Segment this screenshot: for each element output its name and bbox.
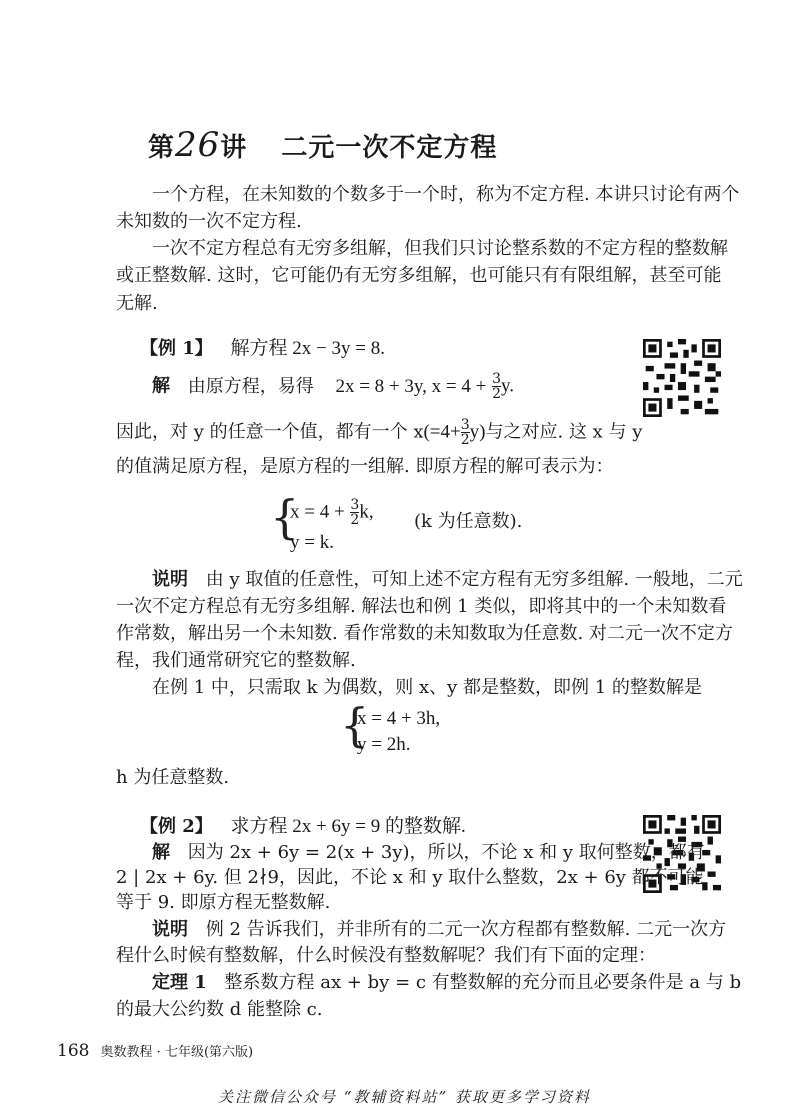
- system-brace: {: [340, 698, 370, 752]
- note1-line2: 一次不定方程总有无穷多组解. 解法也和例 1 类似，即将其中的一个未知数看: [116, 596, 727, 617]
- note1-line6: h 为任意整数.: [116, 767, 230, 788]
- note1-line5: 在例 1 中，只需取 k 为偶数，则 x、y 都是整数，即例 1 的整数解是: [152, 677, 702, 698]
- page-title: 第26讲 二元一次不定方程: [148, 125, 498, 165]
- theorem-line2: 的最大公约数 d 能整除 c.: [116, 999, 323, 1020]
- system-brace: {: [270, 490, 300, 544]
- theorem-line1: 定理 1 整系数方程 ax + by = c 有整数解的充分而且必要条件是 a 与 b: [152, 972, 742, 993]
- example2-label: 【例 2】: [140, 816, 213, 837]
- lecture-topic: 二元一次不定方程: [281, 133, 498, 163]
- intro-p1-l1: 一个方程，在未知数的个数多于一个时，称为不定方程. 本讲只讨论有两个: [152, 184, 740, 205]
- intro-p2-l2: 或正整数解. 这时，它可能仍有无穷多组解，也可能只有有限组解，甚至可能: [116, 265, 722, 286]
- example1-line2: 的值满足原方程，是原方程的一组解. 即原方程的解可表示为：: [116, 456, 614, 477]
- system1-note: (k 为任意数).: [414, 511, 523, 532]
- system2-x: x = 4 + 3h,: [357, 708, 441, 729]
- note2-line2: 程什么时候有整数解，什么时候没有整数解呢？我们有下面的定理：: [116, 945, 656, 966]
- theorem-label: 定理 1: [152, 972, 207, 993]
- system1-x: x = 4 + $\frac{3}{2}$ k,: [290, 497, 374, 528]
- example1-heading: [140, 337, 385, 361]
- page-footer: [57, 1041, 253, 1061]
- fraction: $\frac{3}{2}$: [460, 417, 470, 448]
- example2-heading: [140, 815, 466, 839]
- system1-y: y = k.: [290, 532, 334, 553]
- fraction: $\frac{3}{2}$: [350, 497, 360, 528]
- note-label: 说明: [152, 569, 188, 590]
- example1-line1: 因此，对 y 的任意一个值，都有一个 x(=4+ $\frac{3}{2}$ y)与之对应. 这 x 与 y: [116, 417, 643, 448]
- lecture-number: 26: [175, 125, 221, 165]
- intro-p2-l1: 一次不定方程总有无穷多组解，但我们只讨论整系数的不定方程的整数解: [152, 238, 728, 259]
- example2-problem: 求方程 2x + 6y = 9 的整数解.: [230, 816, 466, 837]
- solution-label: 解: [152, 842, 170, 863]
- example1-label: 【例 1】: [140, 338, 213, 359]
- note1-line3: 作常数，解出另一个未知数. 看作常数的未知数取为任意数. 对二元一次不定方: [116, 623, 733, 644]
- solution-label: 解: [152, 375, 170, 397]
- note1-line4: 程，我们通常研究它的整数解.: [116, 650, 356, 671]
- note2-line1: 说明 例 2 告诉我们，并非所有的二元一次方程都有整数解. 二元一次方: [152, 919, 727, 940]
- intro-p1-l2: 未知数的一次不定方程.: [116, 211, 302, 232]
- example2-line3: 等于 9. 即原方程无整数解.: [116, 892, 331, 913]
- example1-solution: 解 由原方程，易得 2x = 8 + 3y, x = 4 + $\frac{3}{2}$ y.: [152, 371, 515, 402]
- system2-y: y = 2h.: [357, 734, 411, 755]
- note1-line1: 说明 由 y 取值的任意性，可知上述不定方程有无穷多组解. 一般地，二元: [152, 569, 743, 590]
- book-title: 奥数教程 · 七年级(第六版): [100, 1045, 254, 1060]
- example2-line2: 2 | 2x + 6y. 但 2∤9，因此，不论 x 和 y 取什么整数，2x + 6y 都不可能: [116, 867, 704, 888]
- qr-code-icon[interactable]: [643, 339, 721, 417]
- example2-line1: 解 因为 2x + 6y = 2(x + 3y)，所以，不论 x 和 y 取何整数，都有: [152, 842, 705, 863]
- page-number: 168: [57, 1041, 90, 1061]
- fraction: $\frac{3}{2}$: [492, 371, 502, 402]
- example1-problem: 解方程 2x − 3y = 8.: [230, 338, 385, 359]
- intro-p2-l3: 无解.: [116, 293, 158, 314]
- bottom-note: 关注微信公众号 “教辅资料站” 获取更多学习资料: [218, 1088, 591, 1106]
- note-label: 说明: [152, 919, 188, 940]
